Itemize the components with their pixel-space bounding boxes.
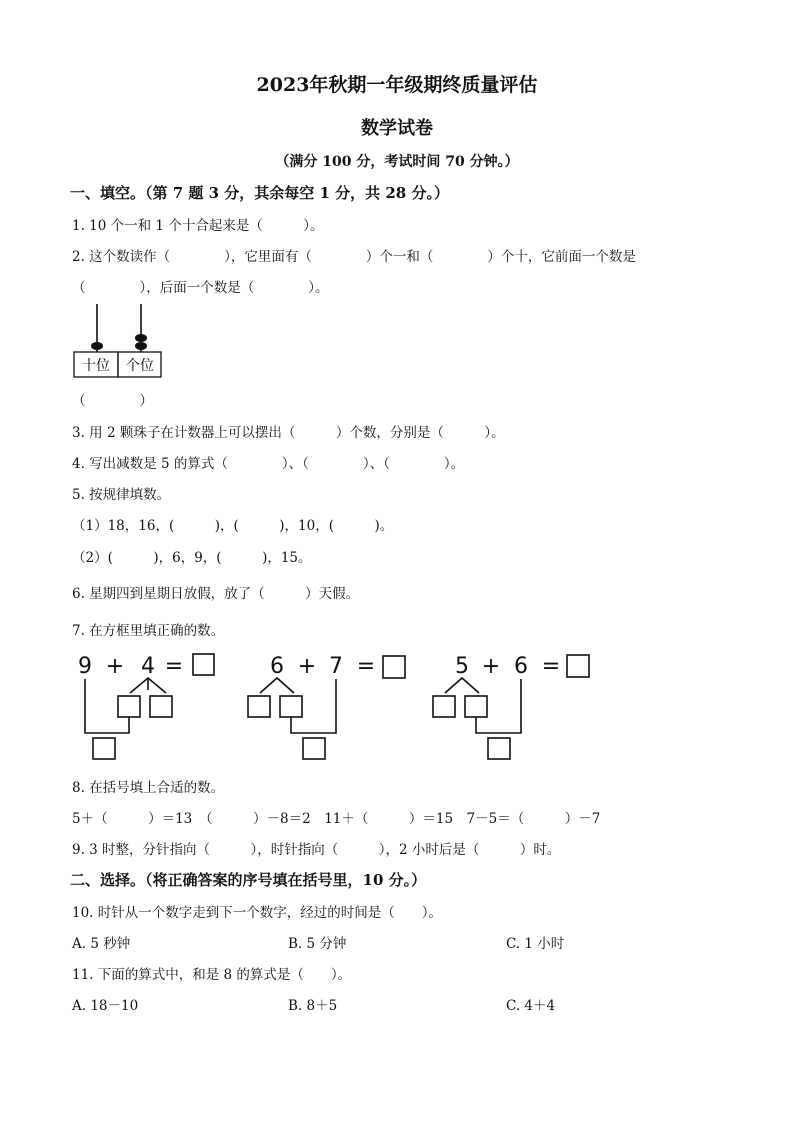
exam-title: 2023年秋期一年级期终质量评估	[256, 74, 538, 96]
question-8: 8. 在括号填上合适的数。	[72, 780, 225, 796]
ones-label: 个位	[126, 358, 154, 374]
q10-option-c: C. 1 小时	[506, 936, 565, 952]
abacus-figure	[70, 300, 170, 382]
q7-3-answer-box	[567, 655, 589, 677]
q7-3-split-lines	[445, 678, 479, 693]
question-10: 10. 时针从一个数字走到下一个数字，经过的时间是（ ）。	[72, 905, 443, 921]
q7-figure-2	[248, 654, 405, 759]
question-7: 7. 在方框里填正确的数。	[72, 623, 225, 639]
q7-3-group-bracket	[476, 679, 521, 733]
question-1: 1. 10 个一和 1 个十合起来是（ ）。	[72, 218, 324, 234]
question-6: 6. 星期四到星期日放假，放了（ ）天假。	[72, 586, 360, 602]
q7-figure-1	[78, 654, 214, 759]
question-4: 4. 写出减数是 5 的算式（ ）、（ ）、（ ）。	[72, 456, 465, 472]
q11-option-a: A. 18－10	[72, 998, 139, 1014]
q7-2-split-box-2	[280, 696, 302, 717]
q7-2-equals: =	[356, 654, 376, 679]
q7-1-addend-a: 9	[78, 654, 92, 679]
q7-1-partial-box	[93, 738, 115, 759]
question-5: 5. 按规律填数。	[72, 487, 171, 503]
q7-3-partial-box	[488, 738, 510, 759]
q7-1-operator: +	[105, 654, 125, 679]
tens-label: 十位	[82, 358, 110, 374]
q7-1-answer-box	[193, 654, 214, 675]
question-8-items: 5＋（ ）＝13 （ ）－8＝2 11＋（ ）＝15 7－5＝（ ）－7	[72, 811, 601, 827]
q11-option-b: B. 8＋5	[288, 998, 338, 1014]
q7-3-split-box-2	[465, 696, 487, 717]
q7-1-split-box-1	[118, 696, 140, 717]
section1-heading: 一、填空。（第 7 题 3 分，其余每空 1 分，共 28 分。）	[70, 184, 449, 202]
question-5-1: （1）18，16，( )，( )，10，( )。	[72, 518, 394, 534]
question-7-figures	[70, 645, 610, 770]
exam-subtitle: 数学试卷	[361, 118, 433, 139]
question-11: 11. 下面的算式中，和是 8 的算式是（ ）。	[72, 967, 352, 983]
question-3: 3. 用 2 颗珠子在计数器上可以摆出（ ）个数，分别是（ ）。	[72, 425, 505, 441]
q7-3-addend-a: 5	[455, 654, 469, 679]
tens-bead	[91, 342, 103, 350]
ones-bead	[135, 334, 147, 342]
q10-option-b: B. 5 分钟	[288, 936, 347, 952]
q7-2-split-box-1	[248, 696, 270, 717]
q7-2-split-lines	[260, 678, 294, 693]
q7-3-operator: +	[481, 654, 501, 679]
q7-3-addend-b: 6	[514, 654, 528, 679]
q7-1-group-bracket	[85, 679, 129, 733]
q7-2-addend-b: 7	[329, 654, 343, 679]
q10-option-a: A. 5 秒钟	[72, 936, 131, 952]
q7-figure-3	[433, 654, 589, 759]
section2-heading: 二、选择。（将正确答案的序号填在括号里，10 分。）	[70, 871, 427, 889]
q7-2-partial-box	[303, 738, 325, 759]
q7-1-equals: =	[164, 654, 184, 679]
question-2-answer-blank: （ ）	[72, 393, 153, 409]
q7-1-split-box-2	[150, 696, 172, 717]
ones-bead	[135, 342, 147, 350]
q7-1-addend-b: 4	[141, 654, 155, 679]
exam-note: （满分 100 分，考试时间 70 分钟。）	[275, 154, 519, 170]
q7-2-answer-box	[383, 656, 405, 678]
q7-2-operator: +	[297, 654, 317, 679]
question-2-line1: 2. 这个数读作（ ），它里面有（ ）个一和（ ）个十，它前面一个数是	[72, 249, 636, 265]
question-5-2: （2）( )，6，9，( )，15。	[72, 550, 312, 566]
q7-3-equals: =	[541, 654, 561, 679]
q11-option-c: C. 4＋4	[506, 998, 556, 1014]
q7-2-addend-a: 6	[270, 654, 284, 679]
q7-2-group-bracket	[291, 679, 336, 733]
question-2-line2: （ ），后面一个数是（ ）。	[72, 280, 329, 296]
q7-3-split-box-1	[433, 696, 455, 717]
question-9: 9. 3 时整，分针指向（ ），时针指向（ ），2 小时后是（ ）时。	[72, 842, 561, 858]
